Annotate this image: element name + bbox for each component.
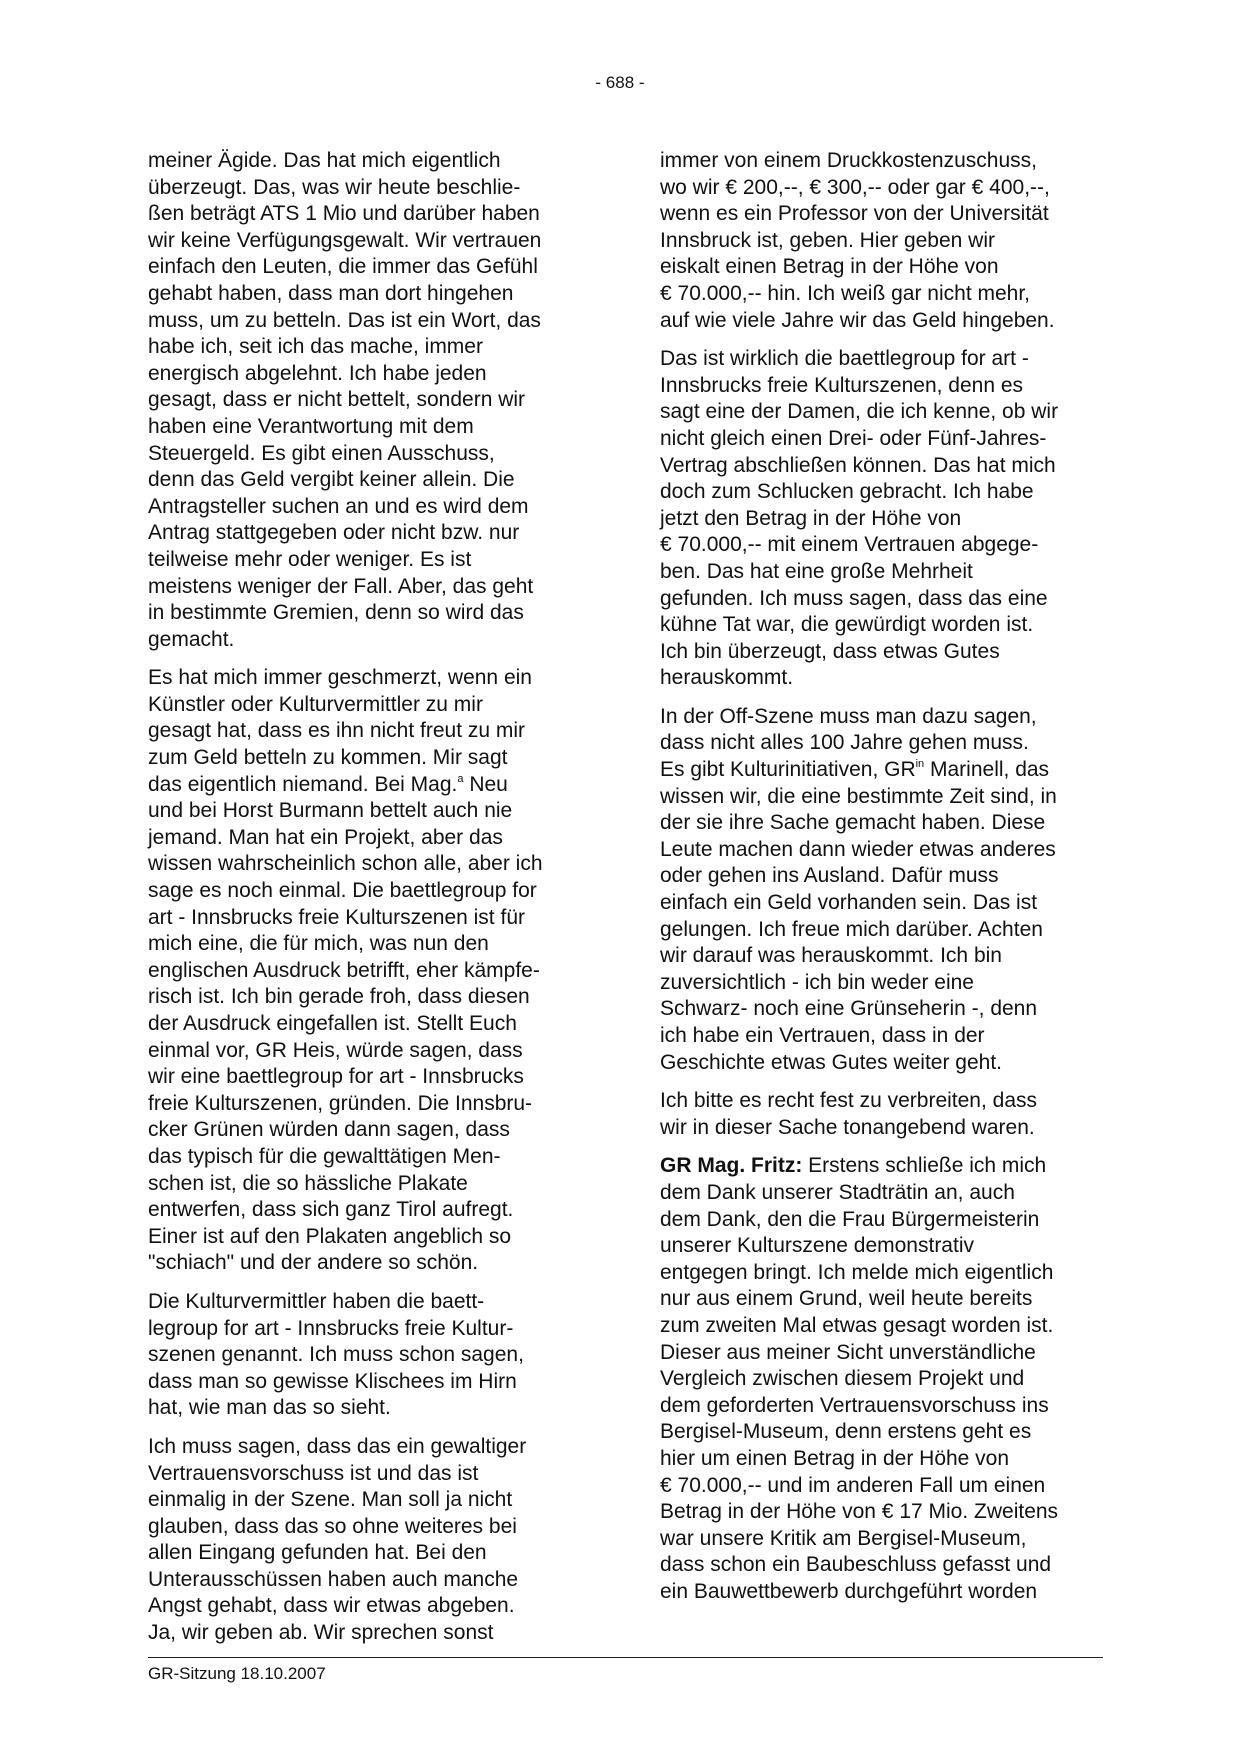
paragraph: Ich bitte es recht fest zu verbreiten, dass wir in dieser Sache tonangebend waren. (660, 1089, 1038, 1139)
paragraph: meiner Ägide. Das hat mich eigentlich überzeugt. Das, was wir heute beschlie- ßen beträgt ATS 1 Mio und darüber haben wir keine Verfügungsgewalt. Wir vertrauen einfach den Leuten, die immer das Gefühl gehabt haben, dass man dort hingehen muss, um zu betteln. Das ist ein Wort, das habe ich, seit ich das mache, immer energisch abgelehnt. Ich habe jeden gesagt, dass er nicht bettelt, sondern wir haben eine Verantwortung mit dem Steuergeld. Es gibt einen Ausschuss, denn das Geld vergibt keiner allein. Die Antragsteller suchen an und es wird dem Antrag stattgegeben oder nicht bzw. nur teilweise mehr oder weniger. Es ist meistens weniger der Fall. Aber, das geht in bestimmte Gremien, denn so wird das gemacht. (148, 149, 542, 651)
paragraph-text: In der Off-Szene muss man dazu sagen, dass nicht alles 100 Jahre gehen muss. Es gibt Kulturinitiativen, GR (660, 704, 1037, 782)
paragraph: immer von einem Druckkostenzuschuss, wo wir € 200,--, € 300,-- oder gar € 400,--, wenn es ein Professor von der Universität Innsbruck ist, geben. Hier geben wir eiskalt einen Betrag in der Höhe von € 70.000,-- hin. Ich weiß gar nicht mehr, auf wie viele Jahre wir das Geld hingeben. (660, 149, 1055, 332)
paragraph-text: Es hat mich immer geschmerzt, wenn ein Künstler oder Kulturvermittler zu mir gesagt hat, dass es ihn nicht freut zu mir zum Geld betteln zu kommen. Mir sagt das eigentlich niemand. Bei Mag. (148, 666, 532, 796)
page-number: - 688 - (595, 73, 645, 92)
paragraph (660, 1153, 1100, 1605)
paragraph (148, 665, 588, 1277)
paragraph-text: Marinell, das wissen wir, die eine bestimmte Zeit sind, in der sie ihre Sache gemacht haben. Diese Leute machen dann wieder etwas anderes oder gehen ins Ausland. Dafür muss einfach ein Geld vorhanden sein. Das ist gelungen. Ich freue mich darüber. Achten wir darauf was herauskommt. Ich bin zuversichtlich - ich bin weder eine Schwarz- noch eine Grünseherin -, denn ich habe ein Vertrauen, dass in der Geschichte etwas Gutes weiter geht. (660, 758, 1057, 1074)
speaker-name: GR Mag. Fritz: (660, 1154, 803, 1178)
footer-divider (148, 1657, 1103, 1658)
right-column (660, 148, 1100, 1617)
paragraph (660, 704, 1100, 1076)
paragraph: Die Kulturvermittler haben die baett- legroup for art - Innsbrucks freie Kultur- szenen genannt. Ich muss schon sagen, dass man so gewisse Klischees im Hirn hat, wie man das so sieht. (148, 1289, 524, 1420)
paragraph-text: Erstens schließe ich mich dem Dank unserer Stadträtin an, auch dem Dank, den die Frau Bürgermeisterin unserer Kulturszene demonstrativ entgegen bringt. Ich melde mich eigentlich nur aus einem Grund, weil heute bereits zum zweiten Mal etwas gesagt worden ist. Dieser aus meiner Sicht unverständliche Vergleich zwischen diesem Projekt und dem geforderten Vertrauensvorschuss ins Bergisel-Museum, denn erstens geht es hier um einen Betrag in der Höhe von € 70.000,-- und im anderen Fall um einen Betrag in der Höhe von € 17 Mio. Zweitens war unsere Kritik am Bergisel-Museum, dass schon ein Baubeschluss gefasst und ein Bauwettbewerb durchgeführt worden (660, 1154, 1059, 1603)
superscript: in (915, 758, 925, 771)
paragraph: Ich muss sagen, dass das ein gewaltiger Vertrauensvorschuss ist und das ist einmalig in der Szene. Man soll ja nicht glauben, dass das so ohne weiteres bei allen Eingang gefunden hat. Bei den Unterausschüssen haben auch manche Angst gehabt, dass wir etwas abgeben. Ja, wir geben ab. Wir sprechen sonst (148, 1434, 527, 1645)
left-column (148, 148, 588, 1659)
paragraph-text: Neu und bei Horst Burmann bettelt auch nie jemand. Man hat ein Projekt, aber das wissen wahrscheinlich schon alle, aber ich sage es noch einmal. Die baettlegroup for art - Innsbrucks freie Kulturszenen ist für mich eine, die für mich, was nun den englischen Ausdruck betrifft, eher kämpfe- risch ist. Ich bin gerade froh, dass diesen der Ausdruck eingefallen ist. Stellt Euch einmal vor, GR Heis, würde sagen, dass wir eine baettlegroup for art - Innsbrucks freie Kulturszenen, gründen. Die Innsbru- cker Grünen würden dann sagen, dass das typisch für die gewalttätigen Men- schen ist, die so hässliche Plakate entwerfen, dass sich ganz Tirol aufregt. Einer ist auf den Plakaten angeblich so "schiach" und der andere so schön. (148, 772, 543, 1275)
superscript: a (457, 772, 464, 785)
paragraph: Das ist wirklich die baettlegroup for art - Innsbrucks freie Kulturszenen, denn es sagt eine der Damen, die ich kenne, ob wir nicht gleich einen Drei- oder Fünf-Jahres- Vertrag abschließen können. Das hat mich doch zum Schlucken gebracht. Ich habe jetzt den Betrag in der Höhe von € 70.000,-- mit einem Vertrauen abgege- ben. Das hat eine große Mehrheit gefunden. Ich muss sagen, dass das eine kühne Tat war, die gewürdigt worden ist. Ich bin überzeugt, dass etwas Gutes herauskommt. (660, 347, 1059, 690)
footer-session-label: GR-Sitzung 18.10.2007 (148, 1664, 326, 1683)
